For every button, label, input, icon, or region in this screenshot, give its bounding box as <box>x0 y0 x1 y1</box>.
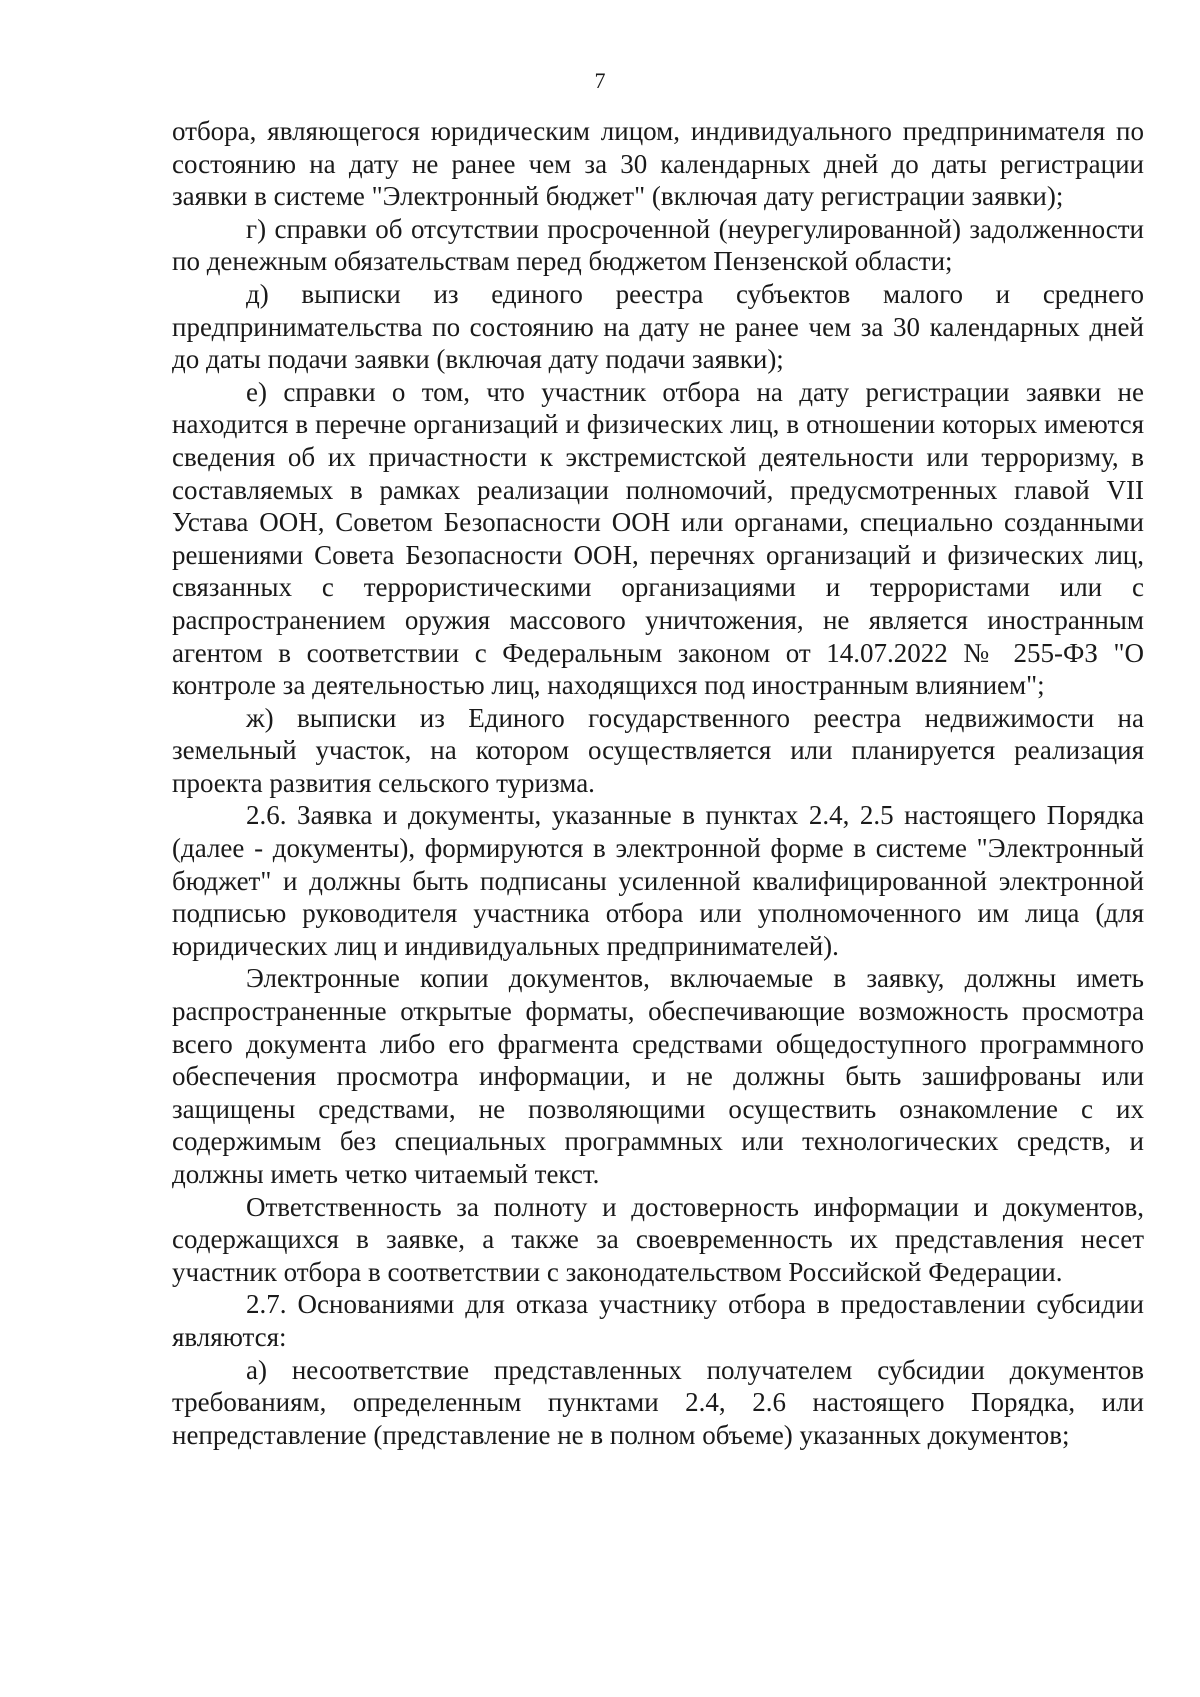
paragraph-continuation: отбора, являющегося юридическим лицом, индивидуального предпринимателя по состоянию на дату не ранее чем за 30 календарных дней до даты регистрации заявки в системе "Электронный бюджет" (включая дату регистрации заявки); <box>172 116 1144 212</box>
paragraph-electronic-copies: Электронные копии документов, включаемые в заявку, должны иметь распространенные открытые форматы, обеспечивающие возможность просмотра всего документа либо его фрагмента средствами общедоступного программного обеспечения просмотра информации, и не должны быть зашифрованы или защищены средствами, не позволяющими осуществить ознакомление с их содержимым без специальных программных или технологических средств, и должны иметь четко читаемый текст. <box>172 963 1144 1189</box>
paragraph-item-e: е) справки о том, что участник отбора на дату регистрации заявки не находится в перечне организаций и физических лиц, в отношении которых имеются сведения об их причастности к экстремистской деятельности или терроризму, в составляемых в рамках реализации полномочий, предусмотренных главой VII Устава ООН, Советом Безопасности ООН или органами, специально созданными решениями Совета Безопасности ООН, перечнях организаций и физических лиц, связанных с террористическими организациями и террористами или с распространением оружия массового уничтожения, не является иностранным агентом в соответствии с Федеральным законом от 14.07.2022 № 255-ФЗ "О контроле за деятельностью лиц, находящихся под иностранным влиянием"; <box>172 376 1144 701</box>
document-body <box>172 115 1144 1451</box>
paragraph-item-a: а) несоответствие представленных получателем субсидии документов требованиям, определенным пунктами 2.4, 2.6 настоящего Порядка, или непредставление (представление не в полном объеме) указанных документов; <box>172 1354 1144 1450</box>
paragraph-section-2-7: 2.7. Основаниями для отказа участнику отбора в предоставлении субсидии являются: <box>172 1289 1144 1352</box>
paragraph-item-d: д) выписки из единого реестра субъектов малого и среднего предпринимательства по состоянию на дату не ранее чем за 30 календарных дней до даты подачи заявки (включая дату подачи заявки); <box>172 278 1144 375</box>
page-number: 7 <box>594 68 606 93</box>
paragraph-item-g: г) справки об отсутствии просроченной (неурегулированной) задолженности по денежным обязательствам перед бюджетом Пензенской области; <box>172 213 1144 277</box>
paragraph-responsibility: Ответственность за полноту и достоверность информации и документов, содержащихся в заявке, а также за своевременность их представления несет участник отбора в соответствии с законодательством Российской Федерации. <box>172 1191 1144 1287</box>
paragraph-section-2-6: 2.6. Заявка и документы, указанные в пунктах 2.4, 2.5 настоящего Порядка (далее - документы), формируются в электронной форме в системе "Электронный бюджет" и должны быть подписаны усиленной квалифицированной электронной подписью руководителя участника отбора или уполномоченного им лица (для юридических лиц и индивидуальных предпринимателей). <box>172 800 1144 961</box>
paragraph-item-zh: ж) выписки из Единого государственного реестра недвижимости на земельный участок, на котором осуществляется или планируется реализация проекта развития сельского туризма. <box>172 702 1144 798</box>
